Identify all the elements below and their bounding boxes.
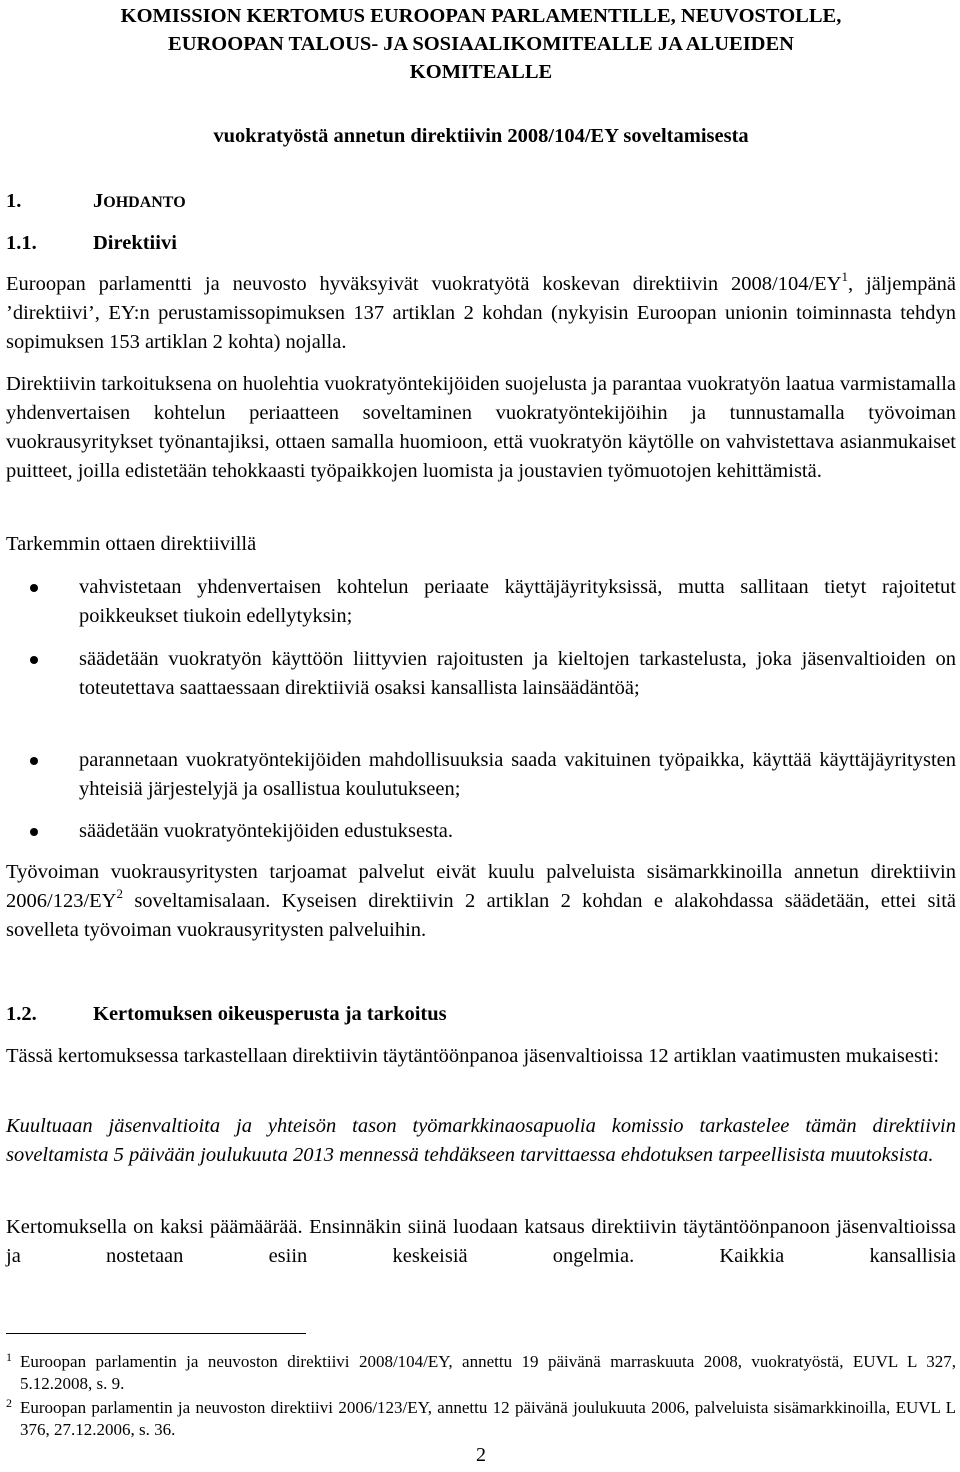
- section-heading-legal-basis: [6, 1000, 447, 1028]
- section-title-initial: J: [93, 190, 104, 212]
- paragraph-text: , jäljempänä ’direktiivi’, EY:n perustamissopimuksen 137 artiklan 2 kohdan (nykyisin Euroopan unionin toiminnasta tehdyn sopimuksen 153 artiklan 2 kohta) nojalla.: [6, 273, 956, 353]
- footnote-text: Euroopan parlamentin ja neuvoston direktiivi 2008/104/EY, annettu 19 päivänä marraskuuta 2008, vuokratyöstä, EUVL L 327, 5.12.2008, s. 9.: [20, 1352, 956, 1393]
- section-title: Kertomuksen oikeusperusta ja tarkoitus: [93, 1003, 447, 1025]
- footnote-text: Euroopan parlamentin ja neuvoston direktiivi 2006/123/EY, annettu 12 päivänä joulukuuta 2006, palveluista sisämarkkinoilla, EUVL L 376, 27.12.2006, s. 36.: [20, 1398, 956, 1439]
- title-line: KOMISSION KERTOMUS EUROOPAN PARLAMENTILLE, NEUVOSTOLLE,: [120, 5, 842, 27]
- footnote-number: 1: [6, 1350, 12, 1364]
- title-line: EUROOPAN TALOUS- JA SOSIAALIKOMITEALLE JA ALUEIDEN: [168, 33, 794, 55]
- footnote-separator: [6, 1333, 306, 1334]
- document-subtitle: vuokratyöstä annetun direktiivin 2008/104/EY soveltamisesta: [213, 125, 749, 147]
- list-item-text: säädetään vuokratyöntekijöiden edustuksesta.: [79, 820, 454, 842]
- section-number: 1.: [6, 190, 22, 212]
- title-line: KOMITEALLE: [409, 61, 553, 83]
- paragraph-text: Euroopan parlamentti ja neuvosto hyväksyivät vuokratyötä koskevan direktiivin 2008/104/EY: [6, 273, 842, 295]
- paragraph-text: soveltamisalaan. Kyseisen direktiivin 2 artiklan 2 kohdan e alakohdassa säädetään, ettei sitä sovelleta työvoiman vuokrausyritysten palveluihin.: [6, 890, 956, 941]
- bullet-icon: [30, 757, 38, 765]
- section-heading-johdanto: [6, 187, 186, 217]
- section-title: Direktiivi: [93, 232, 177, 254]
- section-heading-direktiivi: [6, 229, 177, 257]
- footnote-ref[interactable]: 2: [116, 886, 123, 902]
- list-item-text: parannetaan vuokratyöntekijöiden mahdollisuuksia saada vakituinen työpaikka, käyttää käyttäjäyritysten yhteisiä järjestelyjä ja osallistua koulutukseen;: [79, 749, 956, 800]
- document-title: [6, 2, 956, 86]
- bullet-icon: [30, 584, 38, 592]
- section-title-rest: OHDANTO: [103, 194, 186, 211]
- section-number: 1.2.: [6, 1003, 37, 1025]
- footnote-ref[interactable]: 1: [841, 269, 849, 285]
- paragraph-report-objectives: Kertomuksella on kaksi päämäärää. Ensinnäkin siinä luodaan katsaus direktiivin täytäntöönpanoon jäsenvaltioissa ja nostetaan esiin keskeisiä ongelmia. Kaikkia kansallisia: [6, 1216, 956, 1267]
- list-item-text: vahvistetaan yhdenvertaisen kohtelun periaate käyttäjäyrityksissä, mutta sallitaan tietyt rajoitetut poikkeukset tiukoin edellytyksin;: [79, 576, 956, 627]
- bullet-icon: [30, 828, 38, 836]
- footnote-number: 2: [6, 1396, 12, 1410]
- paragraph-more-specifically: Tarkemmin ottaen direktiivillä: [6, 533, 257, 555]
- paragraph-article-12-quote: Kuultuaan jäsenvaltioita ja yhteisön tason työmarkkinaosapuolia komissio tarkastelee tämän direktiivin soveltamista 5 päivään joulukuuta 2013 mennessä tehdäkseen tarvittaessa ehdotuksen tarpeellisista muutoksista.: [6, 1115, 956, 1166]
- list-item-text: säädetään vuokratyön käyttöön liittyvien rajoitusten ja kieltojen tarkastelusta, joka jäsenvaltioiden on toteutettava saattaessaan direktiiviä osaksi kansallista lainsäädäntöä;: [79, 648, 956, 699]
- paragraph-services-directive: [6, 858, 956, 945]
- bullet-icon: [30, 656, 38, 664]
- section-number: 1.1.: [6, 232, 37, 254]
- paragraph-report-scope: Tässä kertomuksessa tarkastellaan direktiivin täytäntöönpanoa jäsenvaltioissa 12 artiklan vaatimusten mukaisesti:: [6, 1045, 940, 1067]
- paragraph-directive-purpose: Direktiivin tarkoituksena on huolehtia vuokratyöntekijöiden suojelusta ja parantaa vuokratyön laatua varmistamalla yhdenvertaisen kohtelun periaatteen soveltaminen vuokratyöntekijöihin ja tunnustamalla työvoiman vuokrausyritykset työnantajiksi, ottaen samalla huomioon, että vuokratyön käytölle on vahvistettava asianmukaiset puitteet, joilla edistetään tehokkaasti työpaikkojen luomista ja joustavien työmuotojen kehittämistä.: [6, 373, 956, 482]
- page-number: 2: [476, 1444, 486, 1466]
- paragraph-directive-adoption: [6, 270, 956, 357]
- paragraph-text: Työvoiman vuokrausyritysten tarjoamat palvelut eivät kuulu palveluista sisämarkkinoilla annetun direktiivin 2006/123/EY: [6, 861, 956, 912]
